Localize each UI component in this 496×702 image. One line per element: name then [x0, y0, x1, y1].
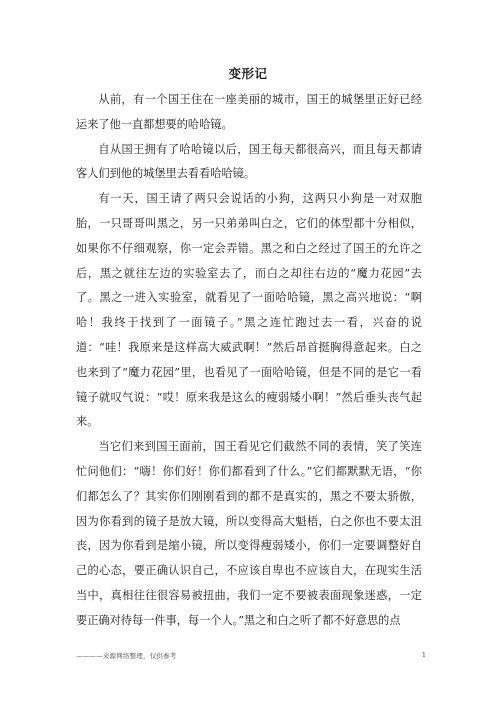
document-body: [76, 88, 422, 634]
document-title: 变形记: [228, 66, 268, 81]
paragraph-1: 从前，有一个国王住在一座美丽的城市，国王的城堡里正好已经运来了他一直都想要的哈哈镜。: [76, 93, 422, 131]
paragraph-3: 有一天，国王请了两只会说话的小狗，这两只小狗是一对双胞胎，一只哥哥叫黑之，另一只弟弟叫白之，它们的体型都十分相似，如果你不仔细观察，你一定会弄错。黑之和白之经过了国王的允许之后，黑之就往左边的实验室去了，而白之却往右边的“魔力花园”去了。黑之一进入实验室，就看见了一面哈哈镜，黑之高兴地说：“啊哈！我终于找到了一面镜子。”黑之连忙跑过去一看，兴奋的说道：“哇！我原来是这样高大威武啊！”然后昂首挺胸得意起来。白之也来到了“魔力花园”里，也看见了一面哈哈镜，但是不同的是它一看镜子就叹气说：“哎！原来我是这么的瘦弱矮小啊！”然后垂头丧气起来。: [76, 192, 422, 429]
paragraph-2: 自从国王拥有了哈哈镜以后，国王每天都很高兴，而且每天都请客人们到他的城堡里去看看哈哈镜。: [76, 142, 422, 181]
page-number: 1: [421, 651, 426, 659]
paragraph-4: 当它们来到国王面前，国王看见它们截然不同的表情，笑了笑连忙问他们：“嗨！你们好！你们都看到了什么。”它们都默默无语，“你们都怎么了？其实你们刚刚看到的都不是真实的，黑之不要太骄傲，因为你看到的镜子是放大镜，所以变得高大魁梧，白之你也不要太沮丧，因为你看到是缩小镜，所以变得瘦弱矮小，你们一定要调整好自己的心态，要正确认识自己，不应该自卑也不应该自大，在现实生活当中，真相往往很容易被扭曲，我们一定不要被表面现象迷惑，一定要正确对待每一件事，每一个人。”黑之和白之听了都不好意思的点: [76, 440, 422, 627]
footer-source-note: ————来源网络整理，仅供参考: [76, 652, 177, 660]
